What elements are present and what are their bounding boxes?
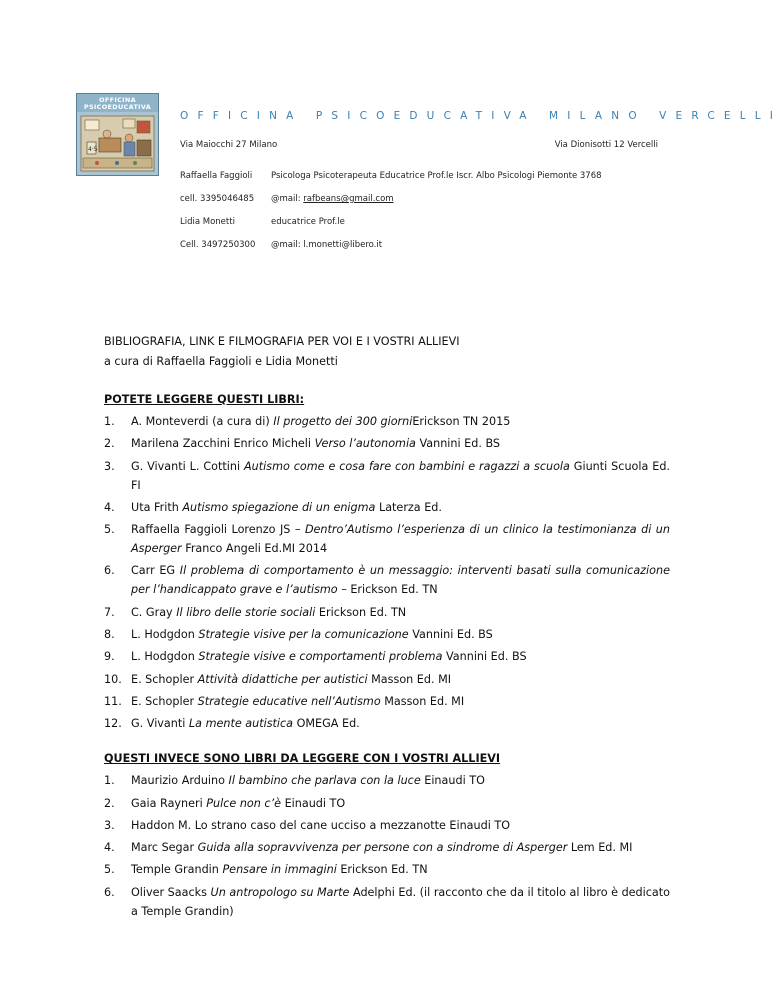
entry-publisher: Adelphi Ed. (il racconto che da il titolo al libro è dedicato a Temple Grandin) bbox=[131, 885, 671, 918]
contact-table bbox=[180, 171, 602, 263]
bibliography-entry bbox=[104, 860, 670, 879]
entry-text bbox=[131, 457, 670, 495]
entry-number: 5. bbox=[104, 523, 115, 537]
contact-name: Raffaella Faggioli bbox=[180, 171, 253, 181]
section-heading-student-books: QUESTI INVECE SONO LIBRI DA LEGGERE CON I VOSTRI ALLIEVI bbox=[104, 752, 501, 766]
bibliography-entry bbox=[104, 816, 670, 835]
entry-title: Attività didattiche per autistici bbox=[197, 672, 368, 686]
bibliography-entry bbox=[104, 692, 670, 711]
contact-row bbox=[180, 194, 602, 217]
bibliography-entry bbox=[104, 883, 670, 921]
bibliography-entry bbox=[104, 434, 670, 453]
entry-publisher: Vannini Ed. BS bbox=[415, 437, 501, 451]
logo-lettering: OFFICINA PSICOEDUCATIVA bbox=[83, 96, 152, 111]
contact-phone: Cell. 3497250300 bbox=[180, 240, 256, 250]
entry-publisher: Erickson Ed. TN bbox=[315, 605, 407, 619]
entry-publisher: Laterza Ed. bbox=[375, 500, 442, 514]
officina-logo bbox=[76, 93, 159, 176]
org-word-psicoeducativa: PSICOEDUCATIVA bbox=[315, 110, 536, 122]
bibliography-entry bbox=[104, 457, 670, 495]
entry-text bbox=[131, 498, 670, 517]
bibliography-entry bbox=[104, 561, 670, 599]
entry-text bbox=[131, 670, 670, 689]
entry-title: Il bambino che parlava con la luce bbox=[228, 774, 421, 788]
entry-publisher: Franco Angeli Ed.MI 2014 bbox=[181, 542, 328, 556]
entry-title: Il problema di comportamento è un messaggio: interventi basati sulla comunicazione per l’handicappato grave e l’autismo bbox=[131, 564, 670, 597]
entry-author: Maurizio Arduino bbox=[131, 774, 229, 788]
entry-title: Strategie visive e comportamenti problema bbox=[198, 650, 443, 664]
entry-title: La mente autistica bbox=[188, 717, 294, 731]
entry-publisher: Einaudi TO bbox=[420, 774, 485, 788]
contact-info: Psicologa Psicoterapeuta Educatrice Prof.le Iscr. Albo Psicologi Piemonte 3768 bbox=[271, 171, 602, 181]
entry-text bbox=[131, 647, 670, 666]
entry-number: 10. bbox=[104, 672, 122, 686]
entry-author: G. Vivanti bbox=[131, 717, 189, 731]
org-word-officina: OFFICINA bbox=[180, 110, 303, 122]
entry-title: Pensare in immagini bbox=[222, 863, 337, 877]
entry-text bbox=[131, 794, 670, 813]
entry-author: Carr EG bbox=[131, 564, 180, 578]
entry-author: L. Hodgdon bbox=[131, 628, 199, 642]
entry-author: Oliver Saacks bbox=[131, 885, 211, 899]
entry-publisher: Einaudi TO bbox=[281, 796, 346, 810]
entry-number: 6. bbox=[104, 564, 115, 578]
entry-number: 4. bbox=[104, 841, 115, 855]
entry-text bbox=[131, 561, 670, 599]
entry-number: 2. bbox=[104, 796, 115, 810]
entry-number: 1. bbox=[104, 415, 115, 428]
entry-text bbox=[131, 838, 670, 857]
entry-publisher: OMEGA Ed. bbox=[293, 717, 360, 731]
entry-author: E. Schopler bbox=[131, 672, 198, 686]
entry-publisher: Vannini Ed. BS bbox=[408, 628, 493, 642]
entry-author: Marc Segar bbox=[131, 841, 198, 855]
document-title: BIBLIOGRAFIA, LINK E FILMOGRAFIA PER VOI E I VOSTRI ALLIEVI bbox=[104, 335, 460, 348]
entry-number: 7. bbox=[104, 605, 115, 619]
entry-title: Il progetto dei 300 giorni bbox=[273, 415, 413, 428]
contact-name: Lidia Monetti bbox=[180, 217, 235, 227]
entry-title: Pulce non c’è bbox=[206, 796, 282, 810]
entry-text bbox=[131, 603, 670, 622]
entry-title: Autismo come e cosa fare con bambini e ragazzi a scuola bbox=[244, 459, 570, 473]
entry-title: Guida alla sopravvivenza per persone con a sindrome di Asperger bbox=[197, 841, 568, 855]
entry-title: Strategie visive per la comunicazione bbox=[198, 628, 409, 642]
entry-number: 6. bbox=[104, 885, 115, 899]
entry-number: 3. bbox=[104, 818, 115, 832]
entry-title: Dentro’Autismo l’esperienza di un clinico la testimonianza di un Asperger bbox=[131, 523, 670, 556]
entry-author: A. Monteverdi (a cura di) bbox=[131, 415, 274, 428]
bibliography-entry bbox=[104, 647, 670, 666]
entry-title: Il libro delle storie sociali bbox=[176, 605, 316, 619]
contact-row bbox=[180, 240, 602, 263]
entry-number: 3. bbox=[104, 459, 115, 473]
bibliography-entry bbox=[104, 670, 670, 689]
entry-text bbox=[131, 714, 670, 733]
entry-text bbox=[131, 860, 670, 879]
entry-text bbox=[131, 520, 670, 558]
entry-number: 11. bbox=[104, 694, 122, 708]
email-link-monetti[interactable]: l.monetti@libero.it bbox=[303, 240, 383, 250]
entry-number: 9. bbox=[104, 650, 115, 664]
entry-text bbox=[131, 434, 670, 453]
bibliography-entry bbox=[104, 625, 670, 644]
bibliography-entry bbox=[104, 603, 670, 622]
entry-publisher: Giunti Scuola Ed. FI bbox=[131, 459, 670, 492]
bibliography-entry bbox=[104, 714, 670, 733]
entry-publisher: – Erickson Ed. TN bbox=[337, 583, 438, 597]
entry-text bbox=[131, 883, 670, 921]
entry-publisher: Erickson TN 2015 bbox=[412, 415, 511, 428]
entry-author: E. Schopler bbox=[131, 694, 198, 708]
entry-number: 12. bbox=[104, 717, 122, 731]
bibliography-entry bbox=[104, 771, 670, 790]
contact-email: @mail: rafbeans@gmail.com bbox=[271, 194, 394, 204]
logo-illustration bbox=[77, 112, 158, 175]
book-list-teachers bbox=[104, 412, 670, 733]
bibliography-entry bbox=[104, 520, 670, 558]
entry-text bbox=[131, 816, 670, 835]
contact-info: educatrice Prof.le bbox=[271, 217, 345, 227]
org-word-vercelli: VERCELLI bbox=[659, 110, 782, 122]
org-word-milano: MILANO bbox=[549, 110, 646, 122]
entry-author: C. Gray bbox=[131, 605, 177, 619]
bibliography-entry bbox=[104, 498, 670, 517]
entry-author: Uta Frith bbox=[131, 500, 183, 514]
entry-author: Raffaella Faggioli Lorenzo JS – bbox=[131, 523, 305, 537]
entry-title: Verso l’autonomia bbox=[314, 437, 416, 451]
entry-author: Marilena Zacchini Enrico Micheli bbox=[131, 437, 315, 451]
entry-publisher: Lem Ed. MI bbox=[567, 841, 633, 855]
contact-row bbox=[180, 171, 602, 194]
entry-number: 4. bbox=[104, 500, 115, 514]
email-link-rafbeans[interactable]: rafbeans@gmail.com bbox=[303, 194, 394, 204]
bibliography-entry bbox=[104, 794, 670, 813]
entry-text bbox=[131, 412, 670, 431]
bibliography-entry bbox=[104, 412, 670, 431]
entry-author: G. Vivanti L. Cottini bbox=[131, 459, 245, 473]
entry-author: Temple Grandin bbox=[131, 863, 223, 877]
book-list-students bbox=[104, 771, 670, 920]
entry-publisher: Erickson Ed. TN bbox=[336, 863, 428, 877]
entry-author: L. Hodgdon bbox=[131, 650, 199, 664]
entry-number: 2. bbox=[104, 437, 115, 451]
document-body bbox=[104, 333, 670, 924]
entry-number: 8. bbox=[104, 628, 115, 642]
organization-name bbox=[180, 110, 782, 122]
document-subtitle: a cura di Raffaella Faggioli e Lidia Monetti bbox=[104, 355, 338, 368]
svg-text:4·5: 4·5 bbox=[88, 146, 98, 153]
entry-publisher: Vannini Ed. BS bbox=[442, 650, 527, 664]
contact-phone: cell. 3395046485 bbox=[180, 194, 255, 204]
entry-text bbox=[131, 771, 670, 790]
section-heading-books: POTETE LEGGERE QUESTI LIBRI: bbox=[104, 393, 305, 406]
entry-publisher: Masson Ed. MI bbox=[380, 694, 465, 708]
entry-text bbox=[131, 625, 670, 644]
entry-author: Haddon M. Lo strano caso del cane ucciso a mezzanotte Einaudi TO bbox=[131, 818, 511, 832]
address-milano: Via Maiocchi 27 Milano bbox=[180, 140, 278, 150]
bibliography-entry bbox=[104, 838, 670, 857]
entry-title: Strategie educative nell’Autismo bbox=[197, 694, 381, 708]
entry-number: 1. bbox=[104, 774, 115, 788]
entry-title: Autismo spiegazione di un enigma bbox=[182, 500, 376, 514]
contact-row bbox=[180, 217, 602, 240]
contact-email: @mail: l.monetti@libero.it bbox=[271, 240, 383, 250]
entry-number: 5. bbox=[104, 863, 115, 877]
entry-publisher: Masson Ed. MI bbox=[367, 672, 452, 686]
entry-title: Un antropologo su Marte bbox=[210, 885, 350, 899]
entry-text bbox=[131, 692, 670, 711]
address-vercelli: Via Dionisotti 12 Vercelli bbox=[554, 140, 658, 150]
entry-author: Gaia Rayneri bbox=[131, 796, 207, 810]
